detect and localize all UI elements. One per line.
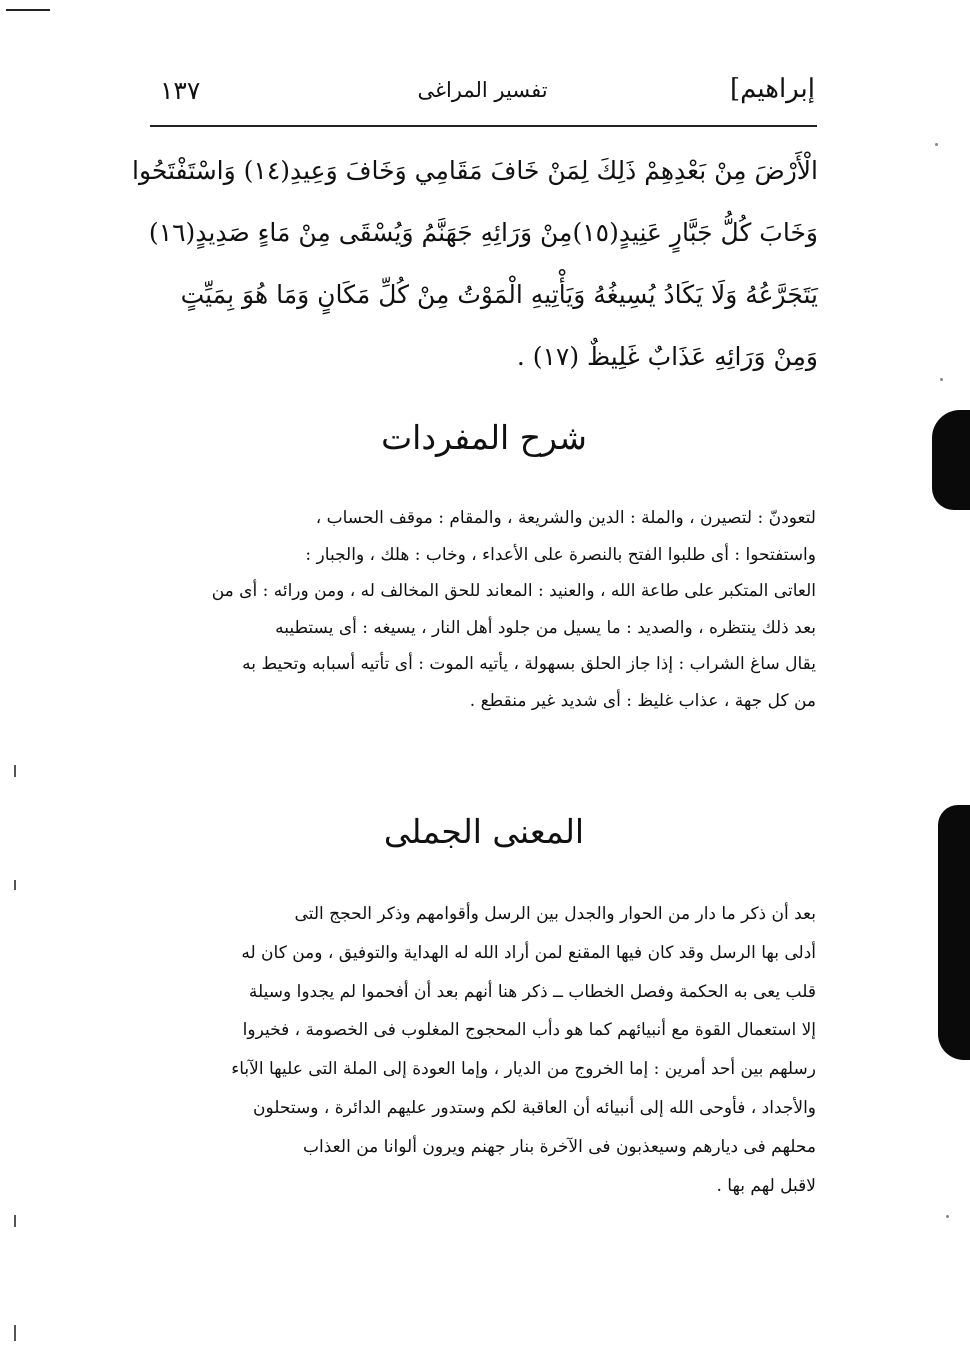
- quran-verses: [132, 140, 818, 388]
- surah-name: إبراهيم]: [729, 74, 815, 104]
- scan-speck: [935, 143, 938, 146]
- meaning-line: قلب يعى به الحكمة وفصل الخطاب ــ ذكر هنا أنهم بعد أن أفحموا لم يجدوا وسيلة: [248, 981, 816, 1002]
- meaning-line: والأجداد ، فأوحى الله إلى أنبيائه أن العاقبة لكم وستدور عليهم الدائرة ، وستحلون: [253, 1097, 816, 1118]
- margin-mark: [14, 1215, 16, 1227]
- meaning-line: أدلى بها الرسل وقد كان فيها المقنع لمن أراد الله له الهداية والتوفيق ، ومن كان له: [241, 942, 816, 963]
- meaning-line: رسلهم بين أحد أمرين : إما الخروج من الديار ، وإما العودة إلى الملة التى عليها الآباء: [231, 1059, 816, 1080]
- meaning-line: بعد أن ذكر ما دار من الحوار والجدل بين الرسل وأقوامهم وذكر الحجج التى: [294, 904, 816, 924]
- vocabulary-heading: شرح المفردات: [381, 418, 587, 457]
- vocabulary-line: بعد ذلك ينتظره ، والصديد : ما يسيل من جلود أهل النار ، يسيغه : أى يستطيبه: [275, 617, 816, 638]
- scan-corner-mark: [6, 9, 50, 11]
- book-title: تفسير المراغى: [417, 78, 548, 102]
- margin-mark: [14, 880, 16, 890]
- vocabulary-line: العاتى المتكبر على طاعة الله ، والعنيد : المعاند للحق المخالف له ، ومن ورائه : أى من: [211, 581, 816, 601]
- margin-mark: [14, 1325, 16, 1341]
- meaning-heading: المعنى الجملى: [383, 812, 585, 851]
- scan-edge-shadow: [938, 805, 970, 1060]
- vocabulary-section: [152, 500, 816, 719]
- margin-mark: [14, 765, 16, 777]
- scan-speck: [940, 378, 943, 381]
- page-header: [150, 70, 815, 122]
- vocabulary-line: لتعودنّ : لتصيرن ، والملة : الدين والشريعة ، والمقام : موقف الحساب ،: [315, 508, 816, 528]
- meaning-line: لاقبل لهم بها .: [716, 1175, 816, 1196]
- meaning-line: محلهم فى ديارهم وسيعذبون فى الآخرة بنار جهنم ويرون ألوانا من العذاب: [303, 1136, 816, 1157]
- header-divider: [150, 125, 817, 127]
- vocabulary-line: واستفتحوا : أى طلبوا الفتح بالنصرة على الأعداء ، وخاب : هلك ، والجبار :: [305, 544, 816, 565]
- verse-line: وَمِنْ وَرَائِهِ عَذَابٌ غَلِيظٌ (١٧) .: [516, 342, 818, 371]
- page-number: ١٣٧: [160, 76, 201, 105]
- scan-edge-shadow: [932, 410, 970, 510]
- meaning-line: إلا استعمال القوة مع أنبيائهم كما هو دأب المحجوج المغلوب فى الخصومة ، فخيروا: [242, 1020, 816, 1041]
- verse-line: الْأَرْضَ مِنْ بَعْدِهِمْ ذَلِكَ لِمَنْ خَافَ مَقَامِي وَخَافَ وَعِيدِ(١٤) وَاسْتَفْتَحُوا: [132, 156, 818, 185]
- scan-speck: [946, 1215, 949, 1218]
- meaning-section: [152, 895, 816, 1205]
- vocabulary-line: يقال ساغ الشراب : إذا جاز الحلق بسهولة ، يأتيه الموت : أى تأتيه أسبابه وتحيط به: [242, 654, 816, 674]
- verse-line: وَخَابَ كُلُّ جَبَّارٍ عَنِيدٍ(١٥)مِنْ وَرَائِهِ جَهَنَّمُ وَيُسْقَى مِنْ مَاءٍ صَدِيدٍ(١٦): [148, 218, 818, 247]
- verse-line: يَتَجَرَّعُهُ وَلَا يَكَادُ يُسِيغُهُ وَيَأْتِيهِ الْمَوْتُ مِنْ كُلِّ مَكَانٍ وَمَا هُوَ بِمَيِّتٍ: [180, 280, 818, 309]
- vocabulary-line: من كل جهة ، عذاب غليظ : أى شديد غير منقطع .: [469, 690, 816, 711]
